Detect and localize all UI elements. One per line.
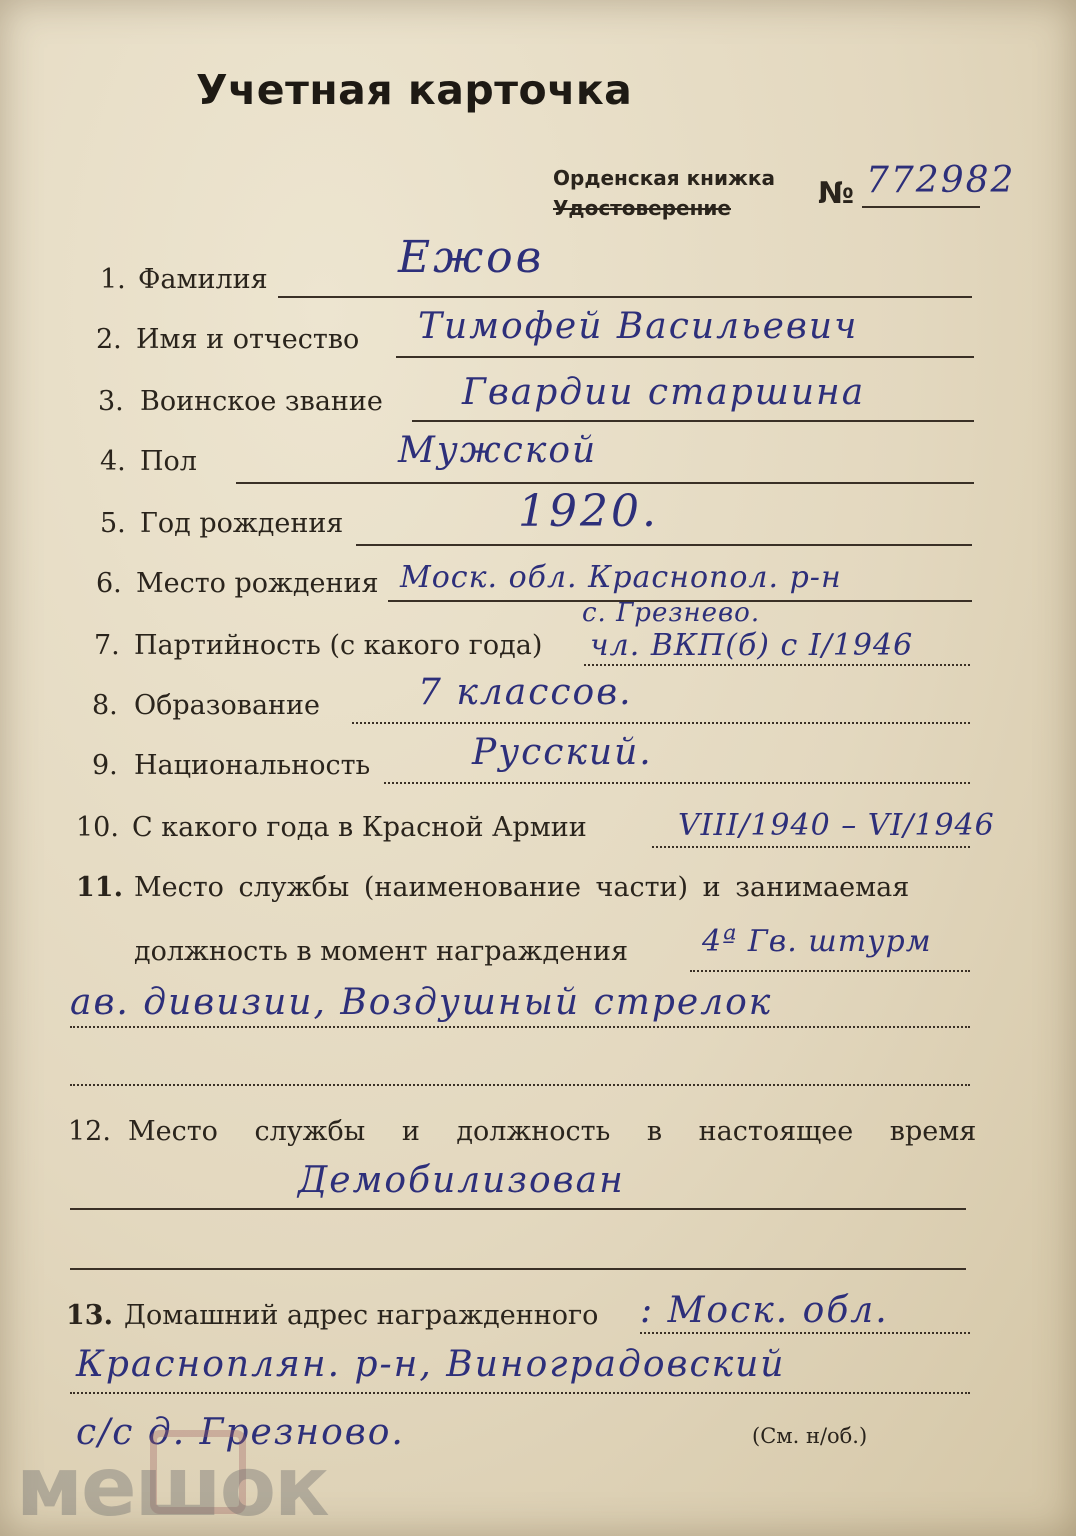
field-8-number: 8. [92,690,118,721]
field-7-number: 7. [94,630,120,661]
field-13-value: : Моск. обл. [640,1290,889,1331]
field-12-number: 12. [68,1116,111,1147]
field-9-value: Русский. [472,732,653,773]
field-3-line [412,420,974,422]
field-5-label: Год рождения [140,508,344,539]
field-8-line [352,722,970,724]
field-4-line [236,482,974,484]
field-12-value: Демобилизован [298,1160,625,1201]
card-title: Учетная карточка [196,66,633,114]
field-7-line [584,664,970,666]
field-13-line-2 [70,1392,970,1394]
field-1-number: 1. [100,264,126,295]
field-4-value: Мужской [398,430,598,471]
field-5-line [356,544,972,546]
field-6-value-2: с. Грезнево. [582,598,761,628]
field-1-line [278,296,972,298]
field-9-label: Национальность [134,750,371,781]
field-9-number: 9. [92,750,118,781]
field-11-line-3 [70,1084,970,1086]
doc-type-order-book: Орденская книжка [553,166,775,190]
watermark-logo: мешок [16,1440,328,1535]
field-1-value: Ежов [398,232,545,283]
field-10-value: VIII/1940 – VI/1946 [678,808,995,843]
field-10-line [652,846,970,848]
field-11-value: 4ª Гв. штурм [702,924,932,959]
field-9-line [384,782,970,784]
field-2-label: Имя и отчество [136,324,360,355]
field-4-number: 4. [100,446,126,477]
field-2-line [396,356,974,358]
field-13-value-3: с/с д. Грезново. [76,1412,405,1453]
field-6-number: 6. [96,568,122,599]
field-1-label: Фамилия [138,264,268,295]
field-4-label: Пол [140,446,197,477]
field-2-number: 2. [96,324,122,355]
field-8-label: Образование [134,690,321,721]
number-line [862,206,980,208]
field-12-label: Место службы и должность в настоящее время [128,1116,977,1147]
see-reverse-note: (См. н/об.) [752,1424,868,1448]
field-8-value: 7 классов. [418,672,633,713]
field-13-number: 13. [66,1300,113,1331]
field-6-value: Моск. обл. Краснопол. р-н [400,560,842,595]
field-11-label-line-2: должность в момент награждения [134,936,629,967]
field-12-line-2 [70,1268,966,1270]
field-11-line-2 [70,1026,970,1028]
field-13-label: Домашний адрес награжденного [124,1300,599,1331]
field-5-value: 1920. [518,486,659,537]
field-3-value: Гвардии старшина [462,372,866,413]
field-2-value: Тимофей Васильевич [418,306,859,347]
field-10-label: С какого года в Красной Армии [132,812,587,843]
field-13-line-1 [640,1332,970,1334]
order-book-number: 772982 [866,160,1016,201]
field-6-label: Место рождения [136,568,379,599]
doc-type-certificate: Удостоверение [553,196,731,220]
field-13-value-2: Красноплян. р-н, Виноградовский [76,1344,786,1385]
field-11-number: 11. [76,872,123,903]
field-5-number: 5. [100,508,126,539]
field-10-number: 10. [76,812,119,843]
field-12-line-1 [70,1208,966,1210]
field-3-number: 3. [98,386,124,417]
field-11-value-2: ав. дивизии, Воздушный стрелок [70,982,773,1023]
field-7-label: Партийность (с какого года) [134,630,543,661]
field-11-line-1 [690,970,970,972]
number-sign: № [818,176,855,211]
field-11-label-line-1: Место службы (наименование части) и занимаемая [134,872,910,903]
field-7-value: чл. ВКП(б) с I/1946 [590,628,914,663]
field-3-label: Воинское звание [140,386,383,417]
